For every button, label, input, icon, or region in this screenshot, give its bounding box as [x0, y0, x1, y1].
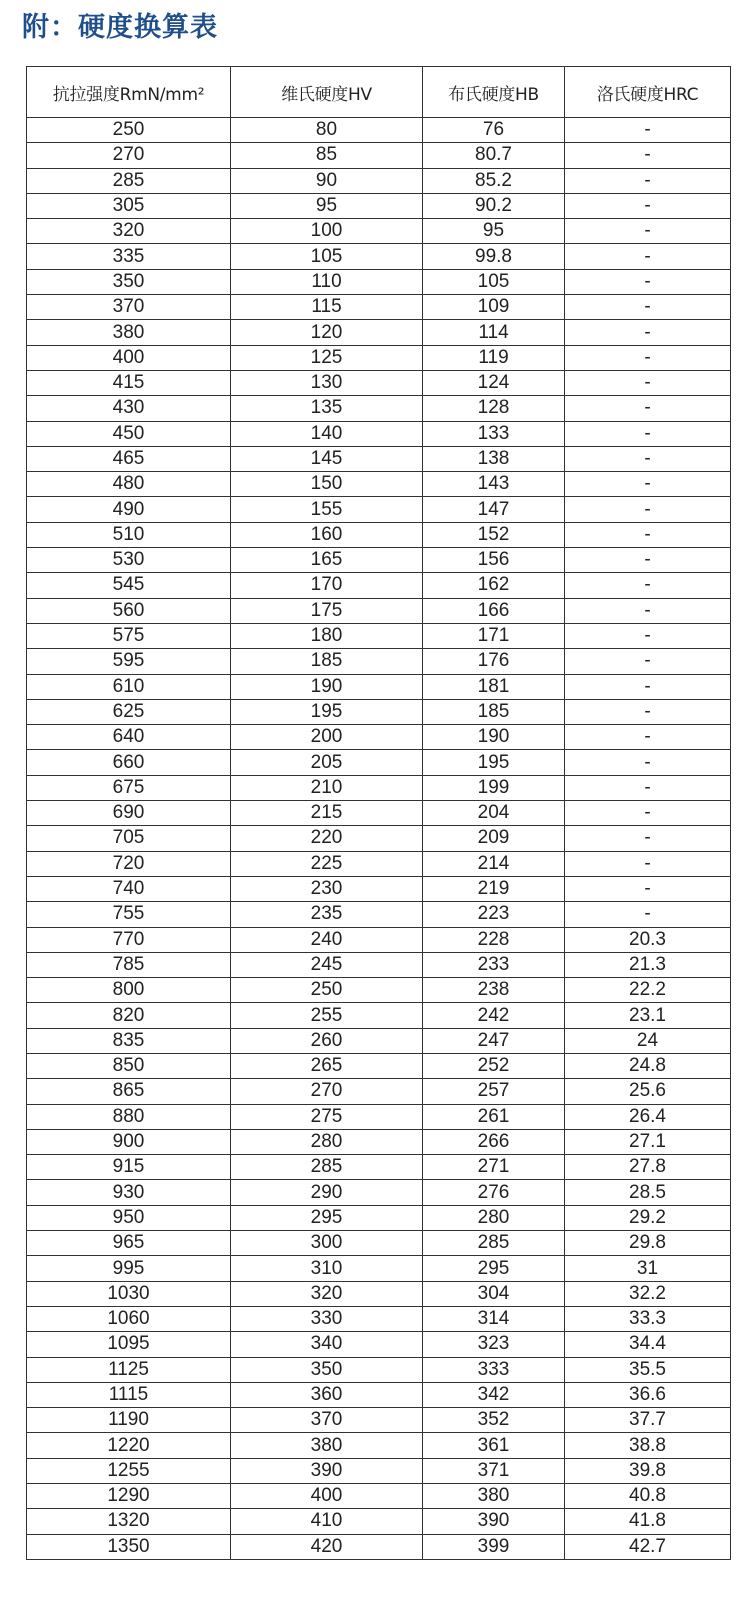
rockwell-cell: - — [565, 320, 731, 345]
vickers-cell: 310 — [231, 1256, 423, 1281]
table-row — [27, 1484, 731, 1509]
tensile-strength-cell: 1030 — [27, 1281, 231, 1306]
table-row — [27, 1028, 731, 1053]
hardness-table-container — [26, 66, 730, 1560]
vickers-cell: 290 — [231, 1180, 423, 1205]
brinell-cell: 156 — [423, 548, 565, 573]
tensile-strength-cell: 965 — [27, 1231, 231, 1256]
table-row — [27, 674, 731, 699]
brinell-cell: 124 — [423, 370, 565, 395]
brinell-cell: 304 — [423, 1281, 565, 1306]
vickers-cell: 125 — [231, 345, 423, 370]
table-row — [27, 1332, 731, 1357]
tensile-strength-cell: 480 — [27, 472, 231, 497]
rockwell-cell: - — [565, 497, 731, 522]
vickers-cell: 165 — [231, 548, 423, 573]
vickers-cell: 400 — [231, 1484, 423, 1509]
rockwell-cell: 39.8 — [565, 1458, 731, 1483]
brinell-cell: 119 — [423, 345, 565, 370]
vickers-cell: 110 — [231, 269, 423, 294]
table-row — [27, 244, 731, 269]
brinell-cell: 314 — [423, 1306, 565, 1331]
table-row — [27, 851, 731, 876]
table-row — [27, 446, 731, 471]
brinell-cell: 152 — [423, 522, 565, 547]
rockwell-cell: - — [565, 472, 731, 497]
tensile-strength-cell: 625 — [27, 699, 231, 724]
vickers-cell: 185 — [231, 649, 423, 674]
table-row — [27, 623, 731, 648]
tensile-strength-cell: 865 — [27, 1079, 231, 1104]
rockwell-cell: 24 — [565, 1028, 731, 1053]
table-row — [27, 269, 731, 294]
tensile-strength-cell: 1190 — [27, 1408, 231, 1433]
brinell-cell: 228 — [423, 927, 565, 952]
table-row — [27, 1408, 731, 1433]
vickers-cell: 135 — [231, 396, 423, 421]
tensile-strength-cell: 430 — [27, 396, 231, 421]
brinell-cell: 80.7 — [423, 143, 565, 168]
table-body — [27, 118, 731, 1560]
rockwell-cell: - — [565, 421, 731, 446]
tensile-strength-cell: 285 — [27, 168, 231, 193]
brinell-cell: 285 — [423, 1231, 565, 1256]
brinell-cell: 233 — [423, 952, 565, 977]
brinell-cell: 271 — [423, 1155, 565, 1180]
brinell-cell: 199 — [423, 775, 565, 800]
rockwell-cell: 29.2 — [565, 1205, 731, 1230]
brinell-cell: 176 — [423, 649, 565, 674]
rockwell-cell: - — [565, 725, 731, 750]
table-row — [27, 219, 731, 244]
tensile-strength-cell: 640 — [27, 725, 231, 750]
brinell-cell: 190 — [423, 725, 565, 750]
brinell-cell: 223 — [423, 902, 565, 927]
vickers-cell: 85 — [231, 143, 423, 168]
vickers-cell: 80 — [231, 118, 423, 143]
rockwell-cell: - — [565, 826, 731, 851]
vickers-cell: 215 — [231, 801, 423, 826]
vickers-cell: 275 — [231, 1104, 423, 1129]
tensile-strength-cell: 320 — [27, 219, 231, 244]
brinell-cell: 138 — [423, 446, 565, 471]
tensile-strength-cell: 465 — [27, 446, 231, 471]
table-row — [27, 876, 731, 901]
table-row — [27, 1003, 731, 1028]
vickers-cell: 295 — [231, 1205, 423, 1230]
brinell-cell: 333 — [423, 1357, 565, 1382]
vickers-cell: 90 — [231, 168, 423, 193]
vickers-cell: 245 — [231, 952, 423, 977]
rockwell-cell: - — [565, 876, 731, 901]
tensile-strength-cell: 490 — [27, 497, 231, 522]
rockwell-cell: - — [565, 902, 731, 927]
table-row — [27, 497, 731, 522]
vickers-cell: 225 — [231, 851, 423, 876]
rockwell-cell: 24.8 — [565, 1053, 731, 1078]
vickers-cell: 390 — [231, 1458, 423, 1483]
vickers-cell: 160 — [231, 522, 423, 547]
tensile-strength-cell: 1125 — [27, 1357, 231, 1382]
brinell-cell: 109 — [423, 295, 565, 320]
table-row — [27, 699, 731, 724]
tensile-strength-cell: 835 — [27, 1028, 231, 1053]
tensile-strength-cell: 705 — [27, 826, 231, 851]
table-row — [27, 750, 731, 775]
vickers-cell: 140 — [231, 421, 423, 446]
tensile-strength-cell: 350 — [27, 269, 231, 294]
brinell-cell: 371 — [423, 1458, 565, 1483]
table-row — [27, 1256, 731, 1281]
brinell-cell: 257 — [423, 1079, 565, 1104]
table-row — [27, 725, 731, 750]
tensile-strength-cell: 880 — [27, 1104, 231, 1129]
rockwell-cell: - — [565, 295, 731, 320]
tensile-strength-cell: 785 — [27, 952, 231, 977]
tensile-strength-cell: 690 — [27, 801, 231, 826]
rockwell-cell: 28.5 — [565, 1180, 731, 1205]
vickers-cell: 370 — [231, 1408, 423, 1433]
vickers-cell: 410 — [231, 1509, 423, 1534]
tensile-strength-cell: 305 — [27, 193, 231, 218]
tensile-strength-cell: 770 — [27, 927, 231, 952]
table-row — [27, 927, 731, 952]
tensile-strength-cell: 370 — [27, 295, 231, 320]
table-row — [27, 1357, 731, 1382]
tensile-strength-cell: 400 — [27, 345, 231, 370]
table-row — [27, 295, 731, 320]
tensile-strength-cell: 720 — [27, 851, 231, 876]
table-row — [27, 1104, 731, 1129]
table-row — [27, 1306, 731, 1331]
vickers-cell: 220 — [231, 826, 423, 851]
vickers-cell: 260 — [231, 1028, 423, 1053]
header-vickers-hardness: 维氏硬度HV — [231, 67, 423, 118]
vickers-cell: 320 — [231, 1281, 423, 1306]
table-row — [27, 1433, 731, 1458]
rockwell-cell: 32.2 — [565, 1281, 731, 1306]
header-brinell-hardness: 布氏硬度HB — [423, 67, 565, 118]
rockwell-cell: - — [565, 699, 731, 724]
rockwell-cell: - — [565, 446, 731, 471]
tensile-strength-cell: 1290 — [27, 1484, 231, 1509]
brinell-cell: 195 — [423, 750, 565, 775]
table-row — [27, 472, 731, 497]
header-tensile-strength: 抗拉强度RmN/mm² — [27, 67, 231, 118]
brinell-cell: 261 — [423, 1104, 565, 1129]
vickers-cell: 195 — [231, 699, 423, 724]
tensile-strength-cell: 415 — [27, 370, 231, 395]
vickers-cell: 360 — [231, 1382, 423, 1407]
brinell-cell: 380 — [423, 1484, 565, 1509]
rockwell-cell: - — [565, 851, 731, 876]
rockwell-cell: - — [565, 623, 731, 648]
table-row — [27, 775, 731, 800]
table-row — [27, 598, 731, 623]
vickers-cell: 265 — [231, 1053, 423, 1078]
header-rockwell-hardness: 洛氏硬度HRC — [565, 67, 731, 118]
brinell-cell: 295 — [423, 1256, 565, 1281]
brinell-cell: 105 — [423, 269, 565, 294]
table-row — [27, 801, 731, 826]
rockwell-cell: - — [565, 143, 731, 168]
tensile-strength-cell: 610 — [27, 674, 231, 699]
vickers-cell: 210 — [231, 775, 423, 800]
rockwell-cell: - — [565, 598, 731, 623]
tensile-strength-cell: 450 — [27, 421, 231, 446]
rockwell-cell: - — [565, 573, 731, 598]
table-row — [27, 548, 731, 573]
table-row — [27, 573, 731, 598]
rockwell-cell: 23.1 — [565, 1003, 731, 1028]
brinell-cell: 399 — [423, 1534, 565, 1559]
brinell-cell: 185 — [423, 699, 565, 724]
vickers-cell: 180 — [231, 623, 423, 648]
vickers-cell: 420 — [231, 1534, 423, 1559]
table-row — [27, 1155, 731, 1180]
hardness-conversion-table — [26, 66, 731, 1560]
table-row — [27, 396, 731, 421]
table-row — [27, 1458, 731, 1483]
vickers-cell: 350 — [231, 1357, 423, 1382]
table-row — [27, 168, 731, 193]
brinell-cell: 361 — [423, 1433, 565, 1458]
tensile-strength-cell: 560 — [27, 598, 231, 623]
table-row — [27, 952, 731, 977]
brinell-cell: 76 — [423, 118, 565, 143]
tensile-strength-cell: 915 — [27, 1155, 231, 1180]
vickers-cell: 240 — [231, 927, 423, 952]
rockwell-cell: - — [565, 750, 731, 775]
table-row — [27, 193, 731, 218]
tensile-strength-cell: 1255 — [27, 1458, 231, 1483]
table-row — [27, 1281, 731, 1306]
table-row — [27, 1129, 731, 1154]
brinell-cell: 95 — [423, 219, 565, 244]
rockwell-cell: - — [565, 801, 731, 826]
brinell-cell: 247 — [423, 1028, 565, 1053]
rockwell-cell: 34.4 — [565, 1332, 731, 1357]
brinell-cell: 276 — [423, 1180, 565, 1205]
table-row — [27, 1509, 731, 1534]
vickers-cell: 255 — [231, 1003, 423, 1028]
brinell-cell: 133 — [423, 421, 565, 446]
rockwell-cell: 29.8 — [565, 1231, 731, 1256]
rockwell-cell: 40.8 — [565, 1484, 731, 1509]
tensile-strength-cell: 380 — [27, 320, 231, 345]
vickers-cell: 250 — [231, 978, 423, 1003]
tensile-strength-cell: 270 — [27, 143, 231, 168]
table-row — [27, 1382, 731, 1407]
rockwell-cell: - — [565, 370, 731, 395]
table-row — [27, 902, 731, 927]
vickers-cell: 145 — [231, 446, 423, 471]
rockwell-cell: - — [565, 396, 731, 421]
vickers-cell: 230 — [231, 876, 423, 901]
tensile-strength-cell: 850 — [27, 1053, 231, 1078]
vickers-cell: 130 — [231, 370, 423, 395]
rockwell-cell: 27.8 — [565, 1155, 731, 1180]
brinell-cell: 252 — [423, 1053, 565, 1078]
brinell-cell: 181 — [423, 674, 565, 699]
table-row — [27, 522, 731, 547]
brinell-cell: 280 — [423, 1205, 565, 1230]
tensile-strength-cell: 1095 — [27, 1332, 231, 1357]
brinell-cell: 204 — [423, 801, 565, 826]
tensile-strength-cell: 950 — [27, 1205, 231, 1230]
rockwell-cell: - — [565, 244, 731, 269]
tensile-strength-cell: 1320 — [27, 1509, 231, 1534]
tensile-strength-cell: 995 — [27, 1256, 231, 1281]
brinell-cell: 147 — [423, 497, 565, 522]
table-row — [27, 649, 731, 674]
vickers-cell: 380 — [231, 1433, 423, 1458]
rockwell-cell: 41.8 — [565, 1509, 731, 1534]
tensile-strength-cell: 740 — [27, 876, 231, 901]
brinell-cell: 238 — [423, 978, 565, 1003]
tensile-strength-cell: 530 — [27, 548, 231, 573]
rockwell-cell: 42.7 — [565, 1534, 731, 1559]
table-row — [27, 320, 731, 345]
rockwell-cell: 36.6 — [565, 1382, 731, 1407]
tensile-strength-cell: 545 — [27, 573, 231, 598]
table-row — [27, 1205, 731, 1230]
rockwell-cell: - — [565, 168, 731, 193]
brinell-cell: 352 — [423, 1408, 565, 1433]
table-row — [27, 421, 731, 446]
table-header — [27, 67, 731, 118]
vickers-cell: 100 — [231, 219, 423, 244]
brinell-cell: 209 — [423, 826, 565, 851]
tensile-strength-cell: 1220 — [27, 1433, 231, 1458]
vickers-cell: 115 — [231, 295, 423, 320]
brinell-cell: 162 — [423, 573, 565, 598]
rockwell-cell: - — [565, 269, 731, 294]
brinell-cell: 390 — [423, 1509, 565, 1534]
table-row — [27, 1180, 731, 1205]
tensile-strength-cell: 820 — [27, 1003, 231, 1028]
rockwell-cell: 37.7 — [565, 1408, 731, 1433]
table-row — [27, 370, 731, 395]
brinell-cell: 342 — [423, 1382, 565, 1407]
rockwell-cell: - — [565, 219, 731, 244]
rockwell-cell: 20.3 — [565, 927, 731, 952]
brinell-cell: 114 — [423, 320, 565, 345]
table-row — [27, 118, 731, 143]
tensile-strength-cell: 595 — [27, 649, 231, 674]
rockwell-cell: 35.5 — [565, 1357, 731, 1382]
tensile-strength-cell: 250 — [27, 118, 231, 143]
rockwell-cell: - — [565, 193, 731, 218]
brinell-cell: 99.8 — [423, 244, 565, 269]
rockwell-cell: 26.4 — [565, 1104, 731, 1129]
vickers-cell: 175 — [231, 598, 423, 623]
rockwell-cell: - — [565, 674, 731, 699]
vickers-cell: 150 — [231, 472, 423, 497]
vickers-cell: 205 — [231, 750, 423, 775]
vickers-cell: 170 — [231, 573, 423, 598]
vickers-cell: 105 — [231, 244, 423, 269]
vickers-cell: 190 — [231, 674, 423, 699]
vickers-cell: 270 — [231, 1079, 423, 1104]
tensile-strength-cell: 800 — [27, 978, 231, 1003]
brinell-cell: 266 — [423, 1129, 565, 1154]
tensile-strength-cell: 755 — [27, 902, 231, 927]
rockwell-cell: - — [565, 118, 731, 143]
page-title: 附：硬度换算表 — [22, 12, 218, 43]
tensile-strength-cell: 660 — [27, 750, 231, 775]
rockwell-cell: 27.1 — [565, 1129, 731, 1154]
rockwell-cell: - — [565, 345, 731, 370]
vickers-cell: 95 — [231, 193, 423, 218]
brinell-cell: 85.2 — [423, 168, 565, 193]
vickers-cell: 330 — [231, 1306, 423, 1331]
vickers-cell: 235 — [231, 902, 423, 927]
table-row — [27, 1053, 731, 1078]
vickers-cell: 300 — [231, 1231, 423, 1256]
rockwell-cell: 25.6 — [565, 1079, 731, 1104]
table-row — [27, 826, 731, 851]
table-row — [27, 978, 731, 1003]
tensile-strength-cell: 900 — [27, 1129, 231, 1154]
brinell-cell: 219 — [423, 876, 565, 901]
rockwell-cell: - — [565, 522, 731, 547]
brinell-cell: 171 — [423, 623, 565, 648]
tensile-strength-cell: 1060 — [27, 1306, 231, 1331]
rockwell-cell: 31 — [565, 1256, 731, 1281]
vickers-cell: 120 — [231, 320, 423, 345]
tensile-strength-cell: 1350 — [27, 1534, 231, 1559]
table-row — [27, 1079, 731, 1104]
vickers-cell: 200 — [231, 725, 423, 750]
tensile-strength-cell: 675 — [27, 775, 231, 800]
rockwell-cell: - — [565, 775, 731, 800]
brinell-cell: 90.2 — [423, 193, 565, 218]
tensile-strength-cell: 510 — [27, 522, 231, 547]
rockwell-cell: 33.3 — [565, 1306, 731, 1331]
tensile-strength-cell: 1115 — [27, 1382, 231, 1407]
brinell-cell: 143 — [423, 472, 565, 497]
tensile-strength-cell: 930 — [27, 1180, 231, 1205]
vickers-cell: 280 — [231, 1129, 423, 1154]
rockwell-cell: 38.8 — [565, 1433, 731, 1458]
vickers-cell: 155 — [231, 497, 423, 522]
table-row — [27, 1534, 731, 1559]
table-row — [27, 1231, 731, 1256]
vickers-cell: 340 — [231, 1332, 423, 1357]
brinell-cell: 323 — [423, 1332, 565, 1357]
rockwell-cell: - — [565, 548, 731, 573]
rockwell-cell: 22.2 — [565, 978, 731, 1003]
brinell-cell: 166 — [423, 598, 565, 623]
vickers-cell: 285 — [231, 1155, 423, 1180]
table-header-row — [27, 67, 731, 118]
rockwell-cell: 21.3 — [565, 952, 731, 977]
tensile-strength-cell: 575 — [27, 623, 231, 648]
tensile-strength-cell: 335 — [27, 244, 231, 269]
rockwell-cell: - — [565, 649, 731, 674]
table-row — [27, 143, 731, 168]
brinell-cell: 128 — [423, 396, 565, 421]
brinell-cell: 242 — [423, 1003, 565, 1028]
table-row — [27, 345, 731, 370]
brinell-cell: 214 — [423, 851, 565, 876]
